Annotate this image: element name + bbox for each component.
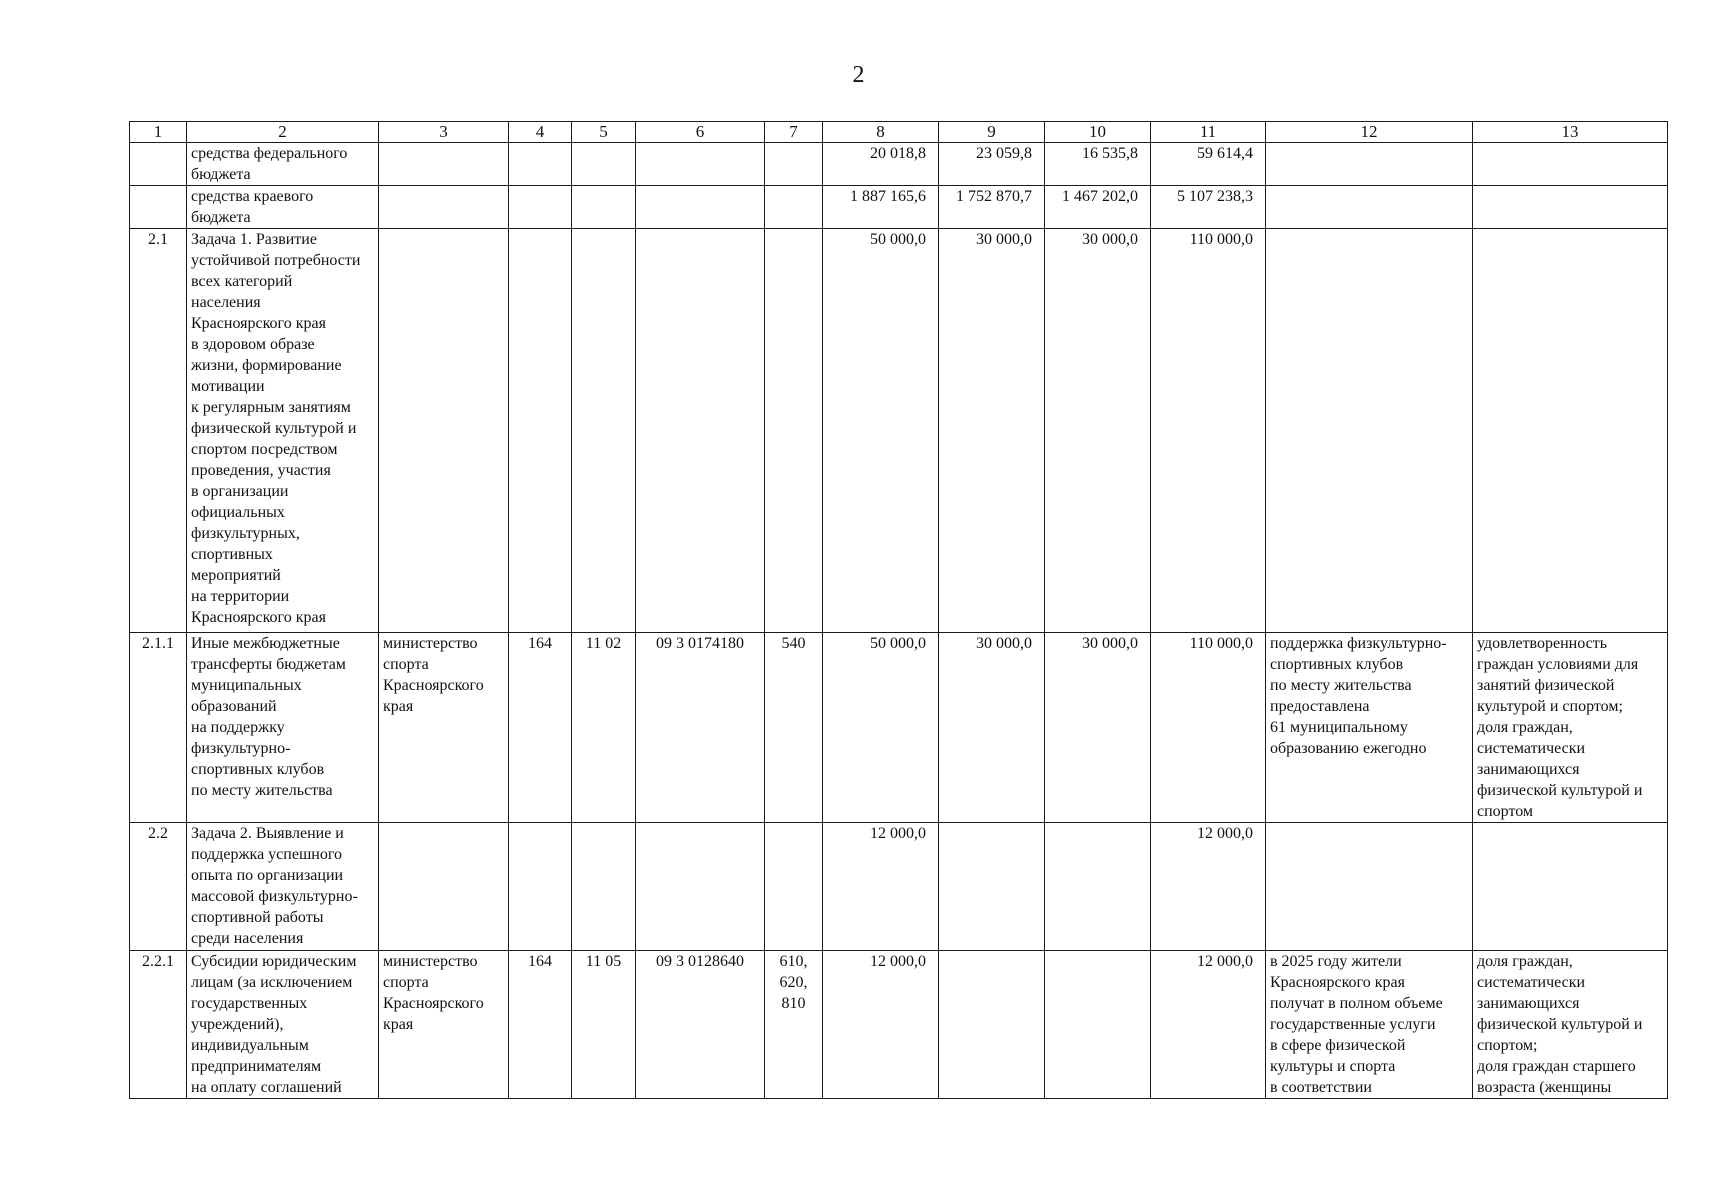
column-number: 5 — [572, 122, 636, 143]
amount-col10 — [1045, 951, 1151, 1099]
item-name: средства краевого бюджета — [187, 186, 379, 229]
indicator — [1473, 186, 1668, 229]
column-number: 8 — [823, 122, 939, 143]
column-number: 2 — [187, 122, 379, 143]
amount-total: 5 107 238,3 — [1151, 186, 1266, 229]
amount-total: 59 614,4 — [1151, 143, 1266, 186]
column-number: 3 — [379, 122, 509, 143]
amount-total: 12 000,0 — [1151, 951, 1266, 1099]
item-name: Субсидии юридическим лицам (за исключением государственных учреждений), индивидуальным предпринимателям на оплату соглашений — [187, 951, 379, 1099]
amount-col8: 50 000,0 — [823, 633, 939, 823]
amount-col10: 30 000,0 — [1045, 229, 1151, 633]
grbs-code — [509, 229, 572, 633]
column-number: 13 — [1473, 122, 1668, 143]
column-number: 6 — [636, 122, 765, 143]
column-number-row — [130, 122, 1668, 143]
expense-type-code — [765, 229, 823, 633]
expense-type-code — [765, 186, 823, 229]
responsible-org — [379, 143, 509, 186]
grbs-code: 164 — [509, 633, 572, 823]
amount-col9: 23 059,8 — [939, 143, 1045, 186]
grbs-code — [509, 823, 572, 951]
amount-col9: 1 752 870,7 — [939, 186, 1045, 229]
indicator — [1473, 823, 1668, 951]
column-number: 7 — [765, 122, 823, 143]
target-article-code — [636, 143, 765, 186]
column-number: 11 — [1151, 122, 1266, 143]
section-code: 11 05 — [572, 951, 636, 1099]
amount-col8: 1 887 165,6 — [823, 186, 939, 229]
expected-result — [1266, 229, 1473, 633]
column-number: 1 — [130, 122, 187, 143]
item-name: Задача 2. Выявление и поддержка успешного опыта по организации массовой физкультурно- спортивной работы среди населения — [187, 823, 379, 951]
amount-total: 110 000,0 — [1151, 229, 1266, 633]
expense-type-code: 610, 620, 810 — [765, 951, 823, 1099]
expense-type-code — [765, 823, 823, 951]
table-row — [130, 143, 1668, 186]
row-number — [130, 143, 187, 186]
target-article-code: 09 3 0174180 — [636, 633, 765, 823]
column-number: 9 — [939, 122, 1045, 143]
amount-col9: 30 000,0 — [939, 633, 1045, 823]
table-row — [130, 951, 1668, 1099]
expected-result: в 2025 году жители Красноярского края получат в полном объеме государственные услуги в сфере физической культуры и спорта в соответствии — [1266, 951, 1473, 1099]
table-row — [130, 186, 1668, 229]
amount-col10: 16 535,8 — [1045, 143, 1151, 186]
target-article-code: 09 3 0128640 — [636, 951, 765, 1099]
budget-table — [129, 121, 1668, 1099]
responsible-org: министерство спорта Красноярского края — [379, 951, 509, 1099]
section-code: 11 02 — [572, 633, 636, 823]
page-number: 2 — [852, 62, 865, 88]
grbs-code — [509, 143, 572, 186]
section-code — [572, 186, 636, 229]
row-number — [130, 186, 187, 229]
section-code — [572, 143, 636, 186]
amount-col9 — [939, 823, 1045, 951]
amount-total: 12 000,0 — [1151, 823, 1266, 951]
indicator: удовлетворенность граждан условиями для занятий физической культурой и спортом; доля граждан, систематически занимающихся физической культурой и спортом — [1473, 633, 1668, 823]
amount-col9 — [939, 951, 1045, 1099]
row-number: 2.2.1 — [130, 951, 187, 1099]
amount-col8: 12 000,0 — [823, 951, 939, 1099]
grbs-code: 164 — [509, 951, 572, 1099]
section-code — [572, 229, 636, 633]
amount-col8: 20 018,8 — [823, 143, 939, 186]
target-article-code — [636, 229, 765, 633]
expected-result: поддержка физкультурно- спортивных клубов по месту жительства предоставлена 61 муниципальному образованию ежегодно — [1266, 633, 1473, 823]
expected-result — [1266, 143, 1473, 186]
section-code — [572, 823, 636, 951]
responsible-org: министерство спорта Красноярского края — [379, 633, 509, 823]
table-row — [130, 823, 1668, 951]
amount-col9: 30 000,0 — [939, 229, 1045, 633]
amount-col8: 12 000,0 — [823, 823, 939, 951]
column-number: 4 — [509, 122, 572, 143]
amount-col10: 30 000,0 — [1045, 633, 1151, 823]
indicator — [1473, 229, 1668, 633]
expense-type-code: 540 — [765, 633, 823, 823]
target-article-code — [636, 186, 765, 229]
row-number: 2.2 — [130, 823, 187, 951]
responsible-org — [379, 186, 509, 229]
item-name: Иные межбюджетные трансферты бюджетам муниципальных образований на поддержку физкультурно- спортивных клубов по месту жительства — [187, 633, 379, 823]
amount-col10: 1 467 202,0 — [1045, 186, 1151, 229]
column-number: 12 — [1266, 122, 1473, 143]
amount-total: 110 000,0 — [1151, 633, 1266, 823]
row-number: 2.1.1 — [130, 633, 187, 823]
amount-col8: 50 000,0 — [823, 229, 939, 633]
indicator: доля граждан, систематически занимающихся физической культурой и спортом; доля граждан старшего возраста (женщины — [1473, 951, 1668, 1099]
expected-result — [1266, 823, 1473, 951]
expense-type-code — [765, 143, 823, 186]
item-name: Задача 1. Развитие устойчивой потребности всех категорий населения Красноярского края в здоровом образе жизни, формирование мотивации к регулярным занятиям физической культурой и спортом посредством проведения, участия в организации официальных физкультурных, спортивных мероприятий на территории Красноярского края — [187, 229, 379, 633]
column-number: 10 — [1045, 122, 1151, 143]
target-article-code — [636, 823, 765, 951]
amount-col10 — [1045, 823, 1151, 951]
row-number: 2.1 — [130, 229, 187, 633]
responsible-org — [379, 823, 509, 951]
grbs-code — [509, 186, 572, 229]
table-row — [130, 229, 1668, 633]
expected-result — [1266, 186, 1473, 229]
table-row — [130, 633, 1668, 823]
responsible-org — [379, 229, 509, 633]
indicator — [1473, 143, 1668, 186]
item-name: средства федерального бюджета — [187, 143, 379, 186]
